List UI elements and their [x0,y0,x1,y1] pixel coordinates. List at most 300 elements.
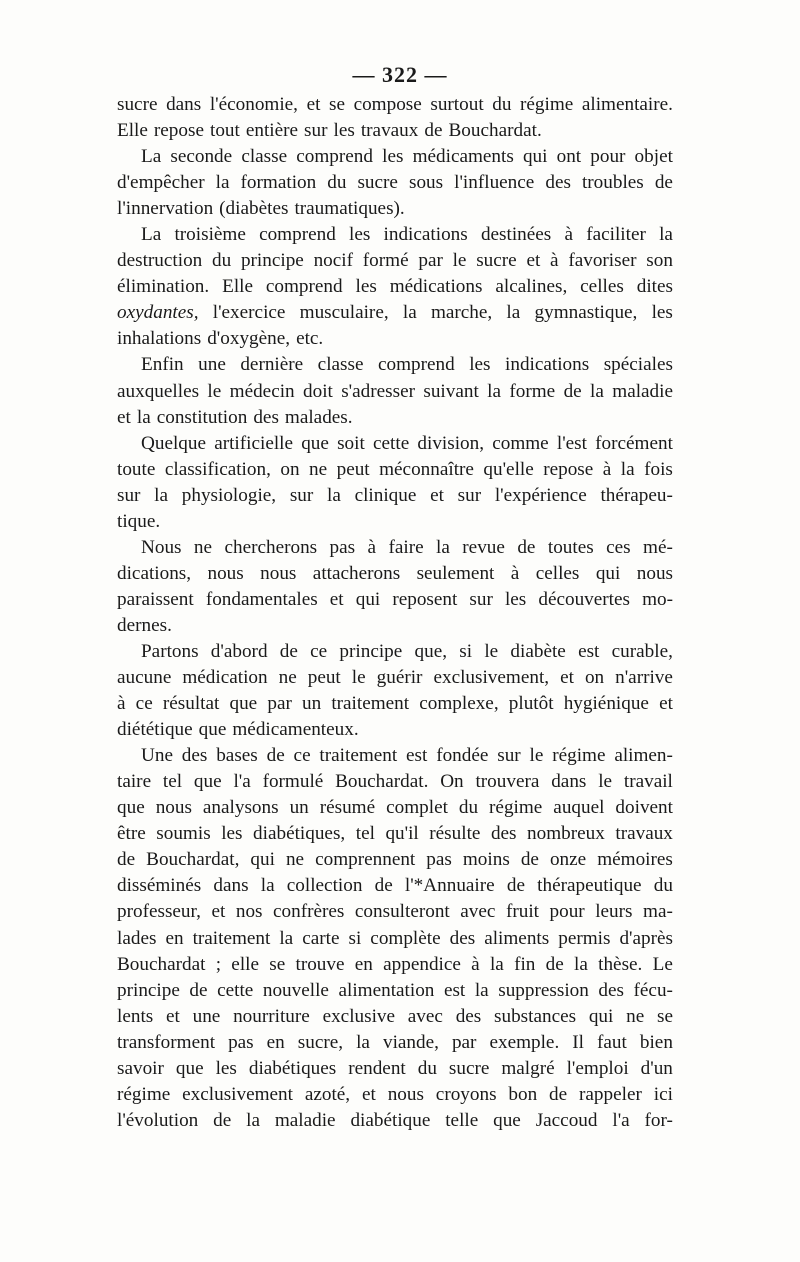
word: complet [386,797,448,819]
word: l'influence [454,172,535,194]
text-line [117,405,673,431]
word: un [301,693,322,715]
word: seconde [170,146,233,168]
text-line [117,379,673,405]
word: pour [590,146,626,168]
word: tel [162,771,183,793]
text-line [117,899,673,925]
word: avec [407,1005,443,1027]
word: nourriture [233,1005,310,1027]
word: compose [353,94,422,115]
word: par [267,693,292,715]
word: repose [153,120,204,142]
word: des [449,927,476,949]
text-line [117,483,673,509]
word: médication [182,667,268,689]
text-line [117,561,673,587]
word: qui [250,849,275,871]
word: les [355,276,377,298]
word: soit [337,432,365,454]
word: le [452,250,467,272]
word: la [402,302,417,324]
word: forcément [595,432,673,454]
word: sur [469,588,493,610]
word: for- [644,1109,673,1131]
word: que [198,719,227,741]
word: alimentation [338,979,435,1001]
word: troubles [581,172,644,194]
word: l'est [556,432,587,454]
word: médicamenteux. [232,719,359,741]
word: pas [228,1031,254,1053]
word: doit [303,380,333,402]
word: qu'il [385,823,419,845]
word: alimentaire. [581,94,673,115]
word: taire [117,771,152,793]
word: qui [595,562,621,584]
word: d'oxygène, [207,328,291,350]
word: croyons [435,1083,497,1105]
word: des [455,1005,482,1027]
word: sucre, [297,1031,344,1053]
word: appendice [383,953,461,975]
text-line [117,613,673,639]
word: sur [497,745,521,767]
word: l'emploi [566,1057,629,1079]
word: sur [457,484,482,506]
word: son [646,250,673,272]
word: comprend [259,224,336,246]
word: musculaire, [299,302,389,324]
word: formation [240,172,317,194]
word: tout [209,120,240,142]
word: que [493,1109,521,1131]
word: traumatiques). [294,198,405,220]
word: ne [626,1005,645,1027]
word: par [418,250,443,272]
word: reposent [392,588,458,610]
word: dications, [117,562,192,584]
word: méconnaître [379,458,474,480]
word: les [651,302,673,324]
word: peut [307,667,341,689]
word: de [517,536,536,558]
word: exemple. [489,1031,560,1053]
word: ont [556,146,582,168]
word: résumé [319,797,376,819]
word: inhalations [117,328,202,350]
word: de [117,849,136,871]
word: des [598,979,624,1001]
word: Bouchardat [117,953,206,975]
word: du [458,797,479,819]
word: consulteront [354,901,450,923]
word: nous [387,1083,424,1105]
word: onze [549,849,587,871]
word: de [545,953,564,975]
word: et [117,406,131,428]
word: l'exercice [212,302,286,324]
word: sucre [448,1057,490,1079]
word: dites [636,276,673,298]
word: si [348,927,362,949]
word: chercherons [224,536,318,558]
word: traitement [319,745,398,767]
word: est [578,640,600,662]
word: se [269,953,286,975]
word: revue [462,536,505,558]
word: forme [509,380,556,402]
word: rendent [348,1057,406,1079]
word: (diabètes [219,198,289,220]
word: mo- [642,588,673,610]
word: ces [606,536,631,558]
word: Nous [141,536,182,558]
word: régime [520,94,574,115]
word: et [430,484,444,506]
word: la [215,172,230,194]
word: nous [260,562,297,584]
word: la [659,224,673,246]
word: ne [285,849,305,871]
word: en [354,953,373,975]
page-number: — 322 — [352,62,448,87]
word: classe [317,354,364,376]
word: constitution [156,406,248,428]
word: si [459,640,473,662]
word: repose [543,458,594,480]
word: entière [245,120,299,142]
word: toute [117,458,156,480]
word: d'après [619,927,673,949]
word: alcalines, [495,276,568,298]
word: thérapeu- [600,484,673,506]
word: La [141,146,162,168]
word: le [598,771,613,793]
word: et [526,250,541,272]
word: traitement [192,927,271,949]
word: Partons [141,640,199,662]
text-line [117,326,673,352]
word: résulte [429,823,481,845]
word: aucune [117,667,172,689]
word: les [504,588,527,610]
text-line [117,1108,673,1134]
word: Bouchardat. [335,771,429,793]
word: hygiénique [563,693,649,715]
word: se [656,1005,673,1027]
word: la [487,380,502,402]
word: à [117,693,126,715]
word: de [279,640,298,662]
word: On [440,771,464,793]
word: transforment [117,1031,216,1053]
word: à [510,562,520,584]
word: travaux [615,823,673,845]
word: de [424,120,443,142]
word: que [193,771,222,793]
word: malgré [501,1057,555,1079]
word: traitement [331,693,410,715]
word: que, [414,640,448,662]
word: l'évolution [117,1109,199,1131]
word: et [306,94,321,115]
word: Bouchardat. [448,120,542,142]
word: qui [355,588,381,610]
word: faciliter [586,224,646,246]
text-line [117,1004,673,1030]
word: sucre [476,250,517,272]
word: du [653,875,673,897]
word: Le [652,953,673,975]
word: travail [623,771,673,793]
text-line [117,952,673,978]
word: des [181,745,208,767]
text-line [117,300,673,326]
word: d'empêcher [117,172,205,194]
text-line [117,1056,673,1082]
word: gymnastique, [534,302,638,324]
word: du [417,1057,437,1079]
word: dans [166,94,202,115]
word: malades. [284,406,353,428]
word: de [506,875,525,897]
word: nous [636,562,673,584]
word: diabète [510,640,566,662]
word: Quelque [141,432,207,454]
word: médications [389,276,483,298]
word: telle [445,1109,479,1131]
word: de [654,172,673,194]
word: la [326,484,341,506]
word: confrères [273,901,345,923]
word: du [327,172,347,194]
word: les [221,823,243,845]
word: que [175,1057,204,1079]
word: maladie [274,1109,336,1131]
word: toutes [547,536,594,558]
word: nous [155,797,192,819]
word: lades [117,927,157,949]
word: en [165,927,184,949]
word: elle [231,953,259,975]
word: ne [309,458,328,480]
word: la [489,953,504,975]
text-line [117,352,673,378]
word: découvertes [538,588,630,610]
word: diabétique [350,1109,431,1131]
text-line [117,847,673,873]
text-line [117,926,673,952]
word: formulé [262,771,324,793]
word: bon [508,1083,538,1105]
word: en [266,1031,285,1053]
word: sous [408,172,444,194]
text-line [117,248,673,274]
word: physiologie, [181,484,277,506]
word: savoir [117,1057,164,1079]
text-line [117,769,673,795]
word: suivant [423,380,479,402]
text-line [117,1082,673,1108]
word: ne [193,536,213,558]
word: fruit [505,901,539,923]
word: la [136,406,151,428]
word: se [329,94,345,115]
word: diabétiques [248,1057,337,1079]
word: seulement [416,562,495,584]
text-line [117,639,673,665]
word: ce [135,693,153,715]
text-line [117,274,673,300]
word: sur [117,484,141,506]
word: à [602,458,612,480]
word: trouve [295,953,345,975]
word: ma- [643,901,673,923]
text-line [117,691,673,717]
word: mé- [643,536,673,558]
word: on [280,458,300,480]
word: la [246,1109,260,1131]
word: et [211,901,226,923]
word: les [215,1057,237,1079]
text-line [117,509,673,535]
word: n'arrive [615,667,673,689]
word: destruction [117,250,203,272]
word: médicaments [412,146,514,168]
word: auquel [553,797,605,819]
word: classification, [164,458,271,480]
word: tique. [117,510,161,532]
word: soumis [156,823,211,845]
word: une [192,1005,221,1027]
word: la [154,484,169,506]
word: travaux [360,120,419,142]
word: le [484,640,499,662]
word: de [189,979,208,1001]
word: régime [552,745,606,767]
word: pour [549,901,585,923]
word: La [141,224,162,246]
word: nos [235,901,263,923]
word: de [213,1109,232,1131]
word: comprend [265,276,343,298]
word: comme [492,432,549,454]
word: suppression [498,979,589,1001]
word: faire [388,536,424,558]
word: professeur, [117,901,201,923]
word: médecin [229,380,295,402]
word: maladie [612,380,673,402]
word: Jaccoud [535,1109,598,1131]
word: viande, [382,1031,439,1053]
word: rappeler [579,1083,642,1105]
word: de [266,745,285,767]
text-line [117,92,673,118]
text-line [117,196,673,222]
word: l'expérience [494,484,587,506]
word: pas [426,849,452,871]
word: fin [514,953,536,975]
word: le [351,667,366,689]
word: ; [215,953,222,975]
word: dans [213,875,249,897]
word: Elle [222,276,253,298]
word: formé [362,250,409,272]
word: nocif [313,250,354,272]
word: sur [289,484,314,506]
word: pas [329,536,356,558]
word: est [406,745,428,767]
word: avec [460,901,496,923]
word: troisième [174,224,246,246]
word: et [361,1083,376,1105]
word: ici [653,1083,673,1105]
word: moins [462,849,510,871]
word: des [253,406,279,428]
word: dernière [240,354,304,376]
word: la [474,979,489,1001]
word: l'*Annuaire [404,875,495,897]
word: élimination. [117,276,210,298]
word: la [590,380,604,402]
word: la [436,536,450,558]
text-line [117,431,673,457]
word: la [356,1031,370,1053]
word: à [471,953,480,975]
word: à [564,224,574,246]
word: sucre [357,172,398,194]
text-line [117,170,673,196]
word: artificielle [214,432,294,454]
text-line [117,795,673,821]
word: indications [505,354,590,376]
word: par [451,1031,477,1053]
word: substances [494,1005,577,1027]
word: à [550,250,559,272]
text-line [117,1030,673,1056]
word: les [349,224,371,246]
word: celles [535,562,580,584]
text-line [117,144,673,170]
word: attacherons [312,562,401,584]
word: mémoires [597,849,673,871]
word: du [492,94,512,115]
word: d'un [640,1057,673,1079]
word: la [506,302,521,324]
word: peut [336,458,370,480]
word: cette [217,979,254,1001]
text-line [117,978,673,1004]
word: cette [373,432,410,454]
word: et [560,667,574,689]
word: nouvelle [262,979,329,1001]
word: des [545,172,571,194]
word: etc. [296,328,324,350]
word: Une [141,745,173,767]
word: Enfin [141,354,184,376]
word: exclusivement, [433,667,550,689]
word: à [367,536,377,558]
word: comprend [296,146,373,168]
word: analysons [202,797,279,819]
word: résultat [162,693,220,715]
word: la [574,953,588,975]
word: de [563,380,582,402]
word: principe [117,979,180,1001]
word: s'adresser [341,380,415,402]
word: le [207,380,222,402]
